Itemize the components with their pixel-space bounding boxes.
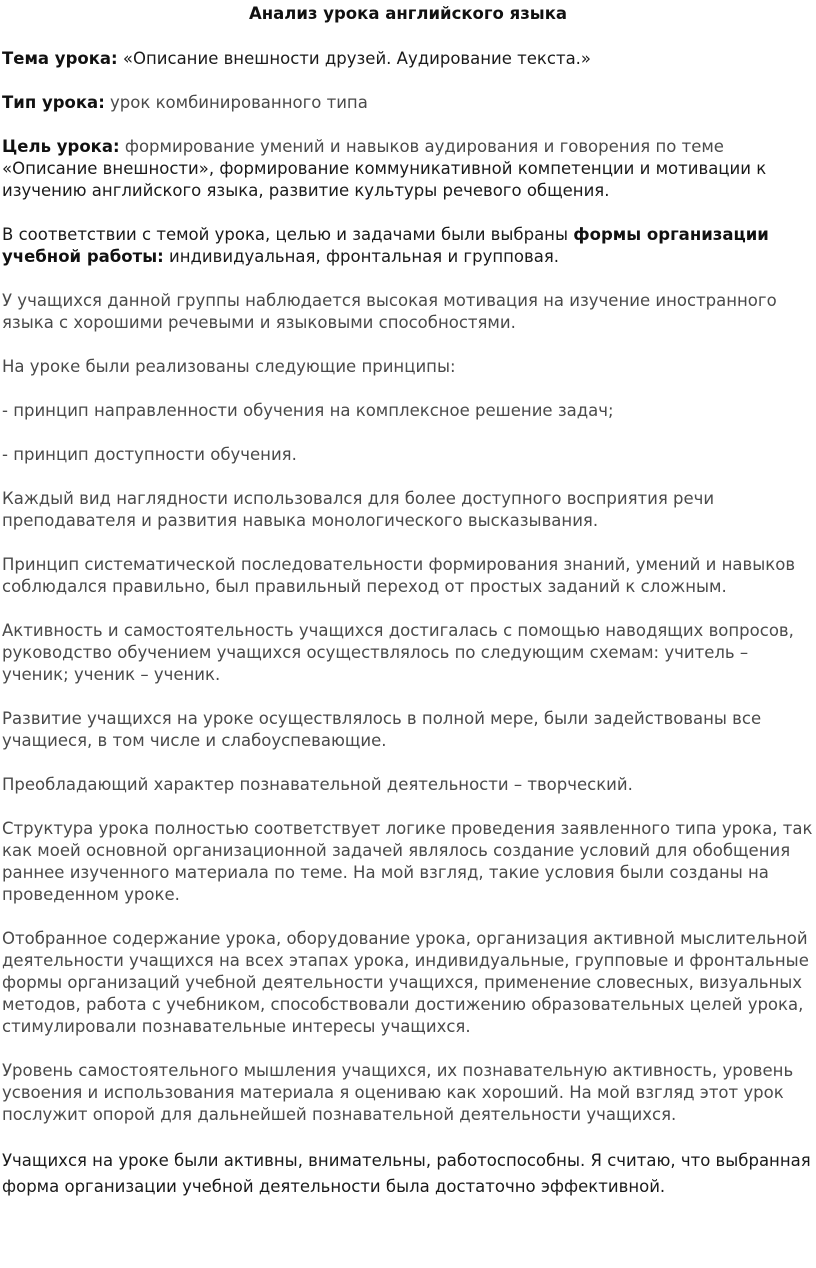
work-forms-intro: В соответствии с темой урока, целью и задачами были выбраны	[2, 225, 574, 244]
work-forms	[2, 224, 814, 268]
paragraph-development: Развитие учащихся на уроке осуществлялось в полной мере, были задействованы все учащиеся, в том числе и слабоуспевающие.	[2, 709, 762, 750]
work-forms-value: индивидуальная, фронтальная и групповая.	[163, 247, 560, 266]
document-title: Анализ урока английского языка	[248, 4, 568, 23]
paragraph-systematic: Принцип систематической последовательности формирования знаний, умений и навыков соблюдался правильно, был правильный переход от простых заданий к сложным.	[2, 555, 796, 596]
paragraph-content: Отобранное содержание урока, оборудование урока, организация активной мыслительной деятельности учащихся на всех этапах урока, индивидуальные, групповые и фронтальные формы организаций учебной деятельности учащихся, применение словесных, визуальных методов, работа с учебником, способствовали достижению образовательных целей урока, стимулировали познавательные интересы учащихся.	[2, 929, 809, 1036]
paragraph-character: Преобладающий характер познавательной деятельности – творческий.	[2, 775, 633, 794]
paragraph-activity: Активность и самостоятельность учащихся достигалась с помощью наводящих вопросов, руководство обучением учащихся осуществлялось по следующим схемам: учитель – ученик; ученик – ученик.	[2, 621, 794, 684]
paragraph-principles-intro: На уроке были реализованы следующие принципы:	[2, 357, 456, 376]
paragraph-motivation: У учащихся данной группы наблюдается высокая мотивация на изучение иностранного языка с хорошими речевыми и языковыми способностями.	[2, 291, 777, 332]
lesson-topic-value: «Описание внешности друзей. Аудирование текста.»	[117, 49, 592, 68]
lesson-type-label: Тип урока:	[2, 93, 105, 112]
lesson-topic	[2, 48, 814, 70]
lesson-goal	[2, 136, 814, 202]
paragraph-visuals: Каждый вид наглядности использовался для более доступного восприятия речи преподавателя и развития навыка монологического высказывания.	[2, 489, 715, 530]
lesson-topic-label: Тема урока:	[2, 49, 118, 68]
work-forms-label: формы организации учебной работы:	[2, 225, 769, 266]
lesson-goal-label: Цель урока:	[2, 137, 120, 156]
paragraph-principle-1: - принцип направленности обучения на комплексное решение задач;	[2, 401, 614, 420]
lesson-goal-value-part2: «Описание внешности», формирование коммуникативной компетенции и мотивации к изучению английского языка, развитие культуры речевого общения.	[2, 159, 767, 200]
paragraph-principle-2: - принцип доступности обучения.	[2, 445, 297, 464]
paragraph-structure: Структура урока полностью соответствует логике проведения заявленного типа урока, так как моей основной организационной задачей являлось создание условий для обобщения раннее изученного материала по теме. На мой взгляд, такие условия были созданы на проведенном уроке.	[2, 819, 813, 904]
lesson-goal-value-part1: формирование умений и навыков аудирования и говорения по теме	[119, 137, 724, 156]
paragraph-level: Уровень самостоятельного мышления учащихся, их познавательную активность, уровень усвоения и использования материала я оцениваю как хороший. На мой взгляд этот урок послужит опорой для дальнейшей познавательной деятельности учащихся.	[2, 1061, 794, 1124]
paragraph-conclusion: Учащихся на уроке были активны, внимательны, работоспособны. Я считаю, что выбранная форма организации учебной деятельности была достаточно эффективной.	[2, 1151, 811, 1196]
lesson-type-value: урок комбинированного типа	[104, 93, 368, 112]
lesson-type	[2, 92, 814, 114]
